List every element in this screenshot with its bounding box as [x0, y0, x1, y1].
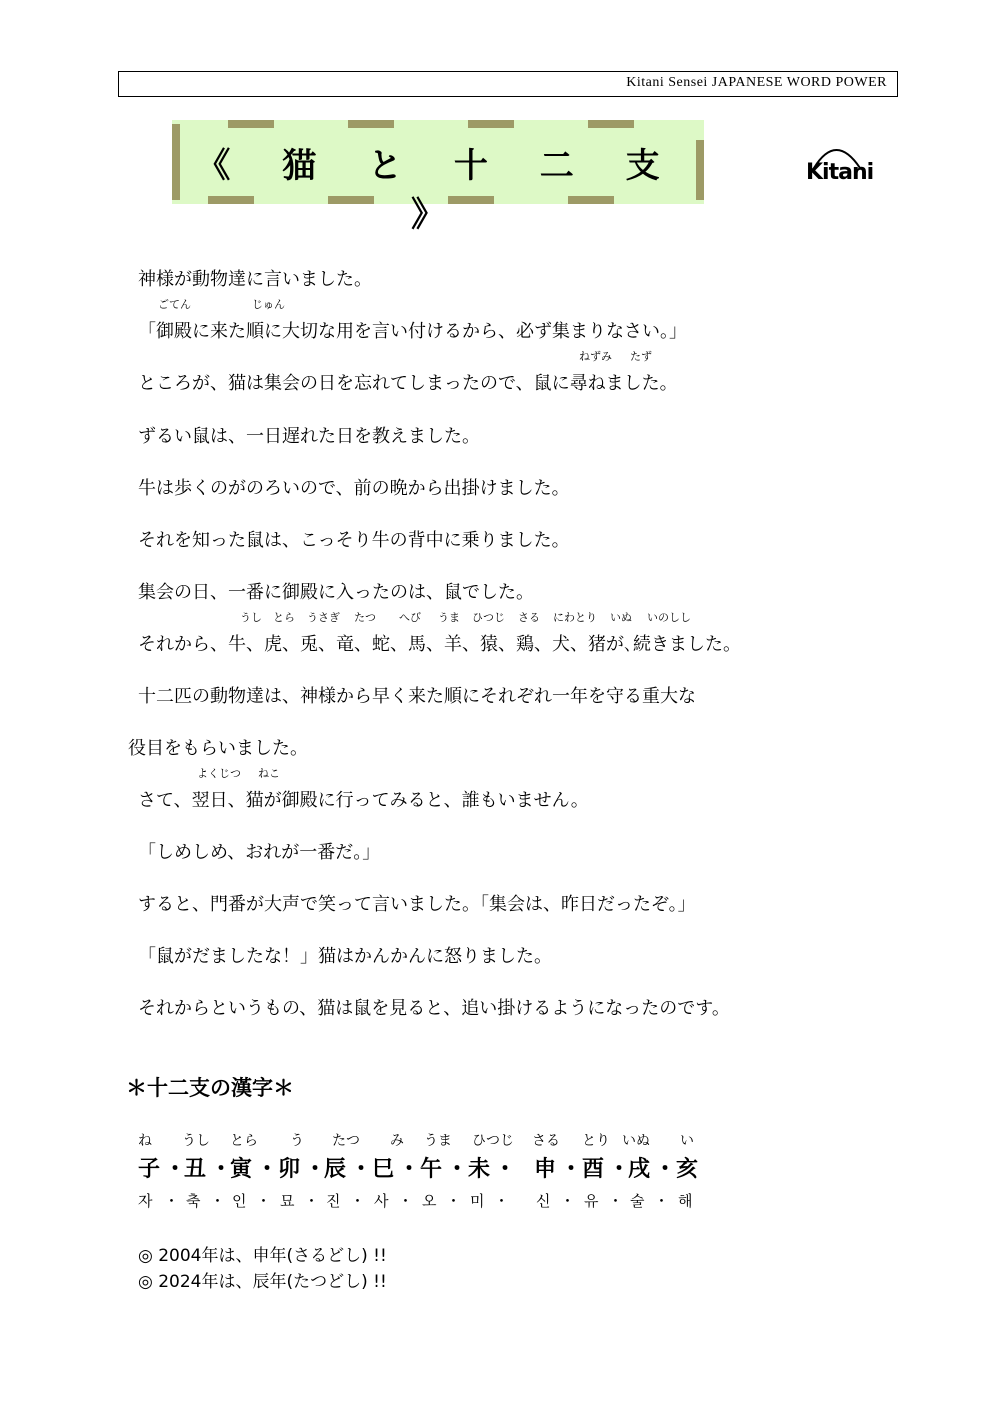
zodiac-kana: うし: [182, 1133, 210, 1149]
zodiac-korean: 술: [630, 1192, 645, 1210]
separator: ・: [256, 1192, 272, 1210]
separator: ・: [164, 1192, 180, 1210]
story-line: それからというもの、猫は鼠を見ると、追い掛けるようになったのです。: [138, 998, 730, 1019]
zodiac-korean: 묘: [280, 1192, 295, 1210]
logo-text: Kitani: [806, 160, 874, 185]
ruby-inoshishi: いのしし: [647, 611, 691, 624]
ruby-niwatori: にわとり: [553, 611, 597, 624]
zodiac-korean: 신: [536, 1192, 551, 1210]
zodiac-kanji: 午: [420, 1157, 443, 1182]
zodiac-kana: ね: [138, 1133, 152, 1149]
zodiac-kana: ひつじ: [472, 1133, 514, 1149]
story-line: それから、牛、虎、兎、竜、蛇、馬、羊、猿、鶏、犬、猪が､続きました。: [138, 634, 741, 655]
separator: ・: [304, 1192, 320, 1210]
separator: ・: [164, 1157, 187, 1182]
separator: ・: [654, 1192, 670, 1210]
story-line: ところが、猫は集会の日を忘れてしまったので、鼠に尋ねました。: [138, 373, 678, 394]
zodiac-kana: さる: [532, 1133, 560, 1149]
story-line: すると、門番が大声で笑って言いました。「集会は、昨日だったぞ。」: [138, 894, 696, 915]
zodiac-kanji: 申: [534, 1157, 557, 1182]
story-line: 役目をもらいました。: [128, 738, 308, 759]
story-line: 集会の日、一番に御殿に入ったのは、鼠でした。: [138, 582, 534, 603]
zodiac-kanji: 亥: [676, 1157, 699, 1182]
zodiac-kana: い: [680, 1133, 694, 1149]
separator: ・: [608, 1157, 631, 1182]
zodiac-korean: 유: [584, 1192, 599, 1210]
zodiac-korean: 오: [422, 1192, 437, 1210]
banner-dash: [468, 120, 514, 128]
separator: ・: [210, 1157, 233, 1182]
page-title: 《 猫 と 十 二 支 》: [196, 146, 680, 235]
zodiac-korean: 진: [326, 1192, 341, 1210]
separator: ・: [446, 1157, 469, 1182]
story-line: さて、翌日、猫が御殿に行ってみると、誰もいません。: [138, 790, 589, 811]
zodiac-kanji: 巳: [372, 1157, 395, 1182]
separator: ・: [494, 1157, 517, 1182]
zodiac-kanji: 未: [468, 1157, 491, 1182]
banner-dash: [588, 120, 634, 128]
separator: ・: [210, 1192, 226, 1210]
zodiac-kanji: 卯: [278, 1157, 301, 1182]
zodiac-korean: 사: [374, 1192, 389, 1210]
story-line: 「御殿に来た順に大切な用を言い付けるから、必ず集まりなさい。」: [138, 321, 687, 342]
zodiac-kanji: 戌: [628, 1157, 651, 1182]
zodiac-kana: とら: [230, 1133, 258, 1149]
running-header: [118, 71, 898, 97]
zodiac-korean: 축: [186, 1192, 201, 1210]
story-line: 「鼠がだましたな！」猫はかんかんに怒りました。: [138, 946, 552, 967]
ruby-hitsuji: ひつじ: [472, 611, 505, 624]
separator: ・: [494, 1192, 510, 1210]
zodiac-kana: とり: [582, 1133, 610, 1149]
zodiac-kana: み: [390, 1133, 404, 1149]
story-line: ずるい鼠は、一日遅れた日を教えました。: [138, 426, 480, 447]
zodiac-korean: 자: [138, 1192, 153, 1210]
ruby-neko: ねこ: [258, 767, 280, 780]
zodiac-kana: う: [290, 1133, 304, 1149]
note-line: ◎ 2004年は、申年(さるどし) !!: [138, 1246, 387, 1266]
zodiac-kanji: 子: [138, 1157, 161, 1182]
ruby-usagi: うさぎ: [307, 611, 340, 624]
ruby-yokujitsu: よくじつ: [197, 767, 241, 780]
note-line: ◎ 2024年は、辰年(たつどし) !!: [138, 1272, 387, 1292]
header-text: Kitani Sensei JAPANESE WORD POWER: [626, 75, 887, 90]
ruby-jun: じゅん: [252, 298, 285, 311]
zodiac-kanji: 丑: [184, 1157, 207, 1182]
ruby-tazu: たず: [630, 350, 652, 363]
story-line: 十二匹の動物達は、神様から早く来た順にそれぞれ一年を守る重大な: [138, 686, 696, 707]
zodiac-kana: うま: [424, 1133, 452, 1149]
section-title: ＊十二支の漢字＊: [126, 1076, 294, 1100]
story-line: 神様が動物達に言いました。: [138, 269, 372, 290]
zodiac-korean: 미: [470, 1192, 485, 1210]
separator: ・: [256, 1157, 279, 1182]
separator: ・: [304, 1157, 327, 1182]
separator: ・: [350, 1192, 366, 1210]
ruby-nezumi: ねずみ: [579, 350, 612, 363]
banner-dash: [348, 120, 394, 128]
ruby-saru: さる: [518, 611, 540, 624]
ruby-tatsu: たつ: [354, 611, 376, 624]
zodiac-kana: たつ: [332, 1133, 360, 1149]
story-line: 「しめしめ、おれが一番だ。」: [138, 842, 381, 863]
separator: ・: [446, 1192, 462, 1210]
zodiac-korean: 해: [678, 1192, 693, 1210]
title-banner: [172, 120, 704, 235]
separator: ・: [398, 1192, 414, 1210]
separator: ・: [560, 1192, 576, 1210]
ruby-uma: うま: [438, 611, 460, 624]
banner-dash: [228, 120, 274, 128]
separator: ・: [398, 1157, 421, 1182]
separator: ・: [350, 1157, 373, 1182]
separator: ・: [608, 1192, 624, 1210]
zodiac-kanji: 辰: [324, 1157, 347, 1182]
story-line: 牛は歩くのがのろいので、前の晩から出掛けました。: [138, 478, 570, 499]
kitani-logo: [806, 140, 874, 192]
ruby-inu: いぬ: [610, 611, 632, 624]
story-line: それを知った鼠は、こっそり牛の背中に乗りました。: [138, 530, 570, 551]
zodiac-korean: 인: [232, 1192, 247, 1210]
zodiac-kana: いぬ: [622, 1133, 650, 1149]
ruby-tora: とら: [273, 611, 295, 624]
separator: ・: [654, 1157, 677, 1182]
ruby-ushi: うし: [240, 611, 262, 624]
zodiac-kanji: 酉: [582, 1157, 605, 1182]
ruby-hebi: へび: [399, 611, 421, 624]
ruby-goten: ごてん: [158, 298, 191, 311]
separator: ・: [560, 1157, 583, 1182]
zodiac-kanji: 寅: [230, 1157, 253, 1182]
